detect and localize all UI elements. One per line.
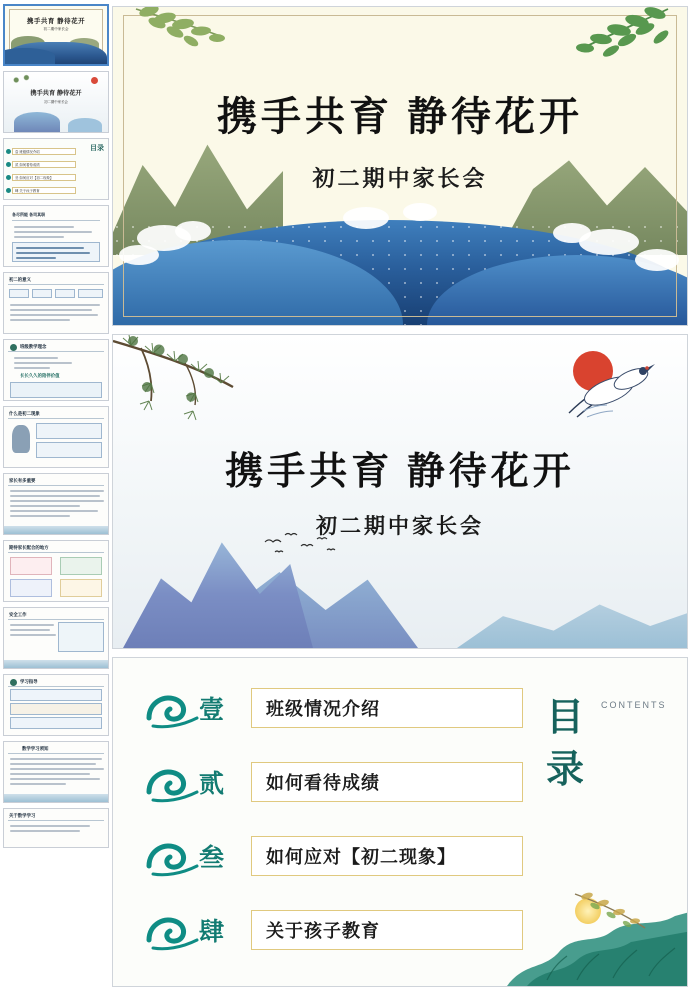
thumb-sun-icon — [91, 77, 98, 84]
thumb-textline — [10, 500, 104, 502]
slide-thumbnail-3[interactable] — [3, 138, 109, 200]
wave-swirl-icon — [143, 758, 205, 806]
slide2-title: 携手共育 静待花开 — [225, 451, 575, 493]
slide-thumbnail-12[interactable] — [3, 741, 109, 803]
slide-2-title-mountain[interactable] — [112, 334, 688, 649]
thumb-subtitle: 初二期中家长会 — [43, 27, 69, 31]
thumb-bullet-icon — [6, 188, 11, 193]
thumb-row-2: 贰 如何看待成绩 — [12, 161, 76, 168]
thumb-textline — [10, 783, 66, 785]
slide-thumbnail-8[interactable] — [3, 473, 109, 535]
slide-thumbnail-4[interactable] — [3, 205, 109, 267]
thumb-textline — [10, 763, 96, 765]
wave-swirl-icon — [143, 832, 205, 880]
thumb-textline — [10, 309, 92, 311]
thumb-textline — [10, 490, 104, 492]
contents-label: 班级情况介绍 — [251, 688, 523, 728]
thumb-textline — [10, 624, 54, 626]
thumb-row-4: 肆 关于孩子教育 — [12, 187, 76, 194]
crane-figure-icon — [539, 355, 669, 435]
thumb-contents-heading: 目录 — [90, 145, 104, 152]
wave-foam — [403, 203, 437, 221]
wave-foam — [635, 249, 679, 271]
contents-label: 如何应对【初二现象】 — [251, 836, 523, 876]
contents-item-1[interactable] — [143, 680, 523, 736]
thumb-divider — [8, 418, 104, 419]
slide1-title: 携手共育 静待花开 — [217, 94, 583, 139]
thumb-heading: 学习指导 — [20, 679, 38, 684]
thumb-row-3: 叁 如何应对【初二现象】 — [12, 174, 76, 181]
thumb-image-box — [58, 622, 104, 652]
slide-thumbnail-1[interactable] — [3, 4, 109, 66]
contents-item-4[interactable] — [143, 902, 523, 958]
thumb-textline — [16, 252, 90, 254]
thumb-divider — [8, 284, 104, 285]
thumb-textline — [10, 505, 80, 507]
thumb-heading: 安全工作 — [9, 612, 27, 617]
slide-1-title-wave[interactable] — [112, 6, 688, 326]
thumb-heading: 各尽所能 各司其职 — [12, 212, 46, 217]
slide-thumbnail-9[interactable] — [3, 540, 109, 602]
thumb-crane-icon — [12, 425, 30, 453]
thumb-bullet-icon — [6, 149, 11, 154]
contents-label: 关于孩子教育 — [251, 910, 523, 950]
thumb-textline — [16, 247, 84, 249]
thumb-textline — [14, 236, 64, 238]
thumb-card — [60, 579, 102, 597]
thumb-textline — [10, 495, 100, 497]
thumb-leaf-icon — [10, 344, 17, 351]
thumb-callout-box — [10, 717, 102, 729]
thumb-textline — [14, 367, 50, 369]
slide-thumbnail-5[interactable] — [3, 272, 109, 334]
thumb-divider — [8, 552, 104, 553]
contents-item-3[interactable] — [143, 828, 523, 884]
thumb-subtitle: 初二期中家长会 — [44, 100, 68, 104]
slide-thumbnail-6[interactable] — [3, 339, 109, 401]
thumb-divider — [12, 220, 100, 221]
wave-foam — [175, 221, 211, 241]
contents-number: 贰 — [199, 771, 225, 798]
thumb-heading: 关于数学学习 — [9, 813, 36, 818]
thumb-mountain-icon — [14, 112, 60, 132]
thumb-divider — [8, 485, 104, 486]
branch-icon — [573, 888, 673, 938]
foliage-left-icon — [131, 7, 281, 77]
thumb-divider — [8, 351, 104, 352]
thumb-card — [10, 557, 52, 575]
thumb-divider — [8, 686, 104, 687]
mountain-far — [457, 590, 687, 648]
wave-swirl-icon — [143, 684, 205, 732]
thumb-footer-art — [4, 794, 108, 802]
thumb-textline — [10, 634, 56, 636]
thumb-leaf-icon — [10, 679, 17, 686]
thumb-textline — [10, 768, 104, 770]
thumb-card — [10, 579, 52, 597]
contents-number: 叁 — [199, 845, 225, 872]
slide1-subtitle: 初二期中家长会 — [312, 166, 488, 191]
thumb-callout-box — [36, 423, 102, 439]
thumb-tag — [32, 289, 52, 298]
slide-thumbnail-2[interactable] — [3, 71, 109, 133]
thumb-tag — [78, 289, 103, 298]
contents-item-2[interactable] — [143, 754, 523, 810]
contents-list — [143, 680, 523, 976]
thumb-textline — [10, 304, 100, 306]
contents-heading-cn: 目录 — [545, 697, 584, 791]
thumb-heading: 期待家长配合的地方 — [9, 545, 49, 550]
thumb-subheading: 长长久久的陪伴价值 — [20, 373, 60, 378]
thumb-bullet-icon — [6, 175, 11, 180]
thumb-tag — [9, 289, 29, 298]
wave-foam — [553, 223, 591, 243]
thumb-textline — [10, 830, 80, 832]
pine-branch-icon — [113, 335, 328, 430]
thumb-card — [60, 557, 102, 575]
thumb-divider — [8, 820, 104, 821]
contents-number: 肆 — [199, 919, 225, 946]
thumb-footer-art — [4, 526, 108, 534]
thumb-callout-box — [10, 703, 102, 715]
thumb-textline — [14, 362, 72, 364]
thumb-heading: 家长有多重要 — [9, 478, 36, 483]
thumb-heading: 数学学习须知 — [22, 746, 49, 751]
slide2-subtitle: 初二期中家长会 — [316, 514, 484, 538]
thumb-textline — [10, 825, 90, 827]
thumb-heading: 班级教学理念 — [20, 344, 47, 349]
thumb-textline — [14, 231, 92, 233]
thumb-divider — [8, 619, 104, 620]
slide-thumbnail-rail[interactable] — [0, 0, 112, 1000]
thumb-footer-art — [4, 660, 108, 668]
thumb-textline — [10, 314, 98, 316]
slide-thumbnail-10[interactable] — [3, 607, 109, 669]
slide-thumbnail-13[interactable] — [3, 808, 109, 848]
contents-heading-en: CONTENTS — [601, 700, 667, 710]
thumb-pine-icon — [6, 74, 40, 86]
thumb-callout-box — [36, 442, 102, 458]
thumb-textline — [10, 515, 70, 517]
thumb-textline — [10, 773, 90, 775]
thumb-textline — [10, 629, 50, 631]
thumb-textline — [10, 510, 98, 512]
thumb-tag — [55, 289, 75, 298]
wave-foam — [343, 207, 389, 229]
wave-swirl-icon — [143, 906, 205, 954]
thumb-heading: 什么是初二现象 — [9, 411, 40, 416]
thumb-textline — [10, 778, 100, 780]
thumb-textline — [10, 319, 70, 321]
thumb-textline — [16, 257, 56, 259]
foliage-right-icon — [503, 7, 673, 92]
thumb-textline — [14, 357, 58, 359]
contents-label: 如何看待成绩 — [251, 762, 523, 802]
thumb-title: 携手共育 静待花开 — [26, 18, 86, 25]
thumb-callout-box — [10, 382, 102, 398]
slide-thumbnail-11[interactable] — [3, 674, 109, 736]
slide-3-contents[interactable] — [112, 657, 688, 987]
thumb-title: 携手共育 静待花开 — [30, 90, 82, 97]
thumb-textline — [10, 758, 102, 760]
slide-preview-pane — [112, 0, 700, 1000]
thumb-wave2-icon — [3, 48, 55, 64]
thumb-heading: 初二的意义 — [9, 277, 31, 282]
contents-number: 壹 — [199, 697, 225, 724]
thumb-bullet-icon — [6, 162, 11, 167]
wave-foam — [119, 245, 159, 265]
thumb-textline — [14, 226, 74, 228]
thumb-divider — [8, 753, 104, 754]
thumb-mountain2-icon — [68, 118, 102, 132]
slide-thumbnail-7[interactable] — [3, 406, 109, 468]
thumb-callout-box — [10, 689, 102, 701]
thumb-row-1: 壹 班级情况介绍 — [12, 148, 76, 155]
